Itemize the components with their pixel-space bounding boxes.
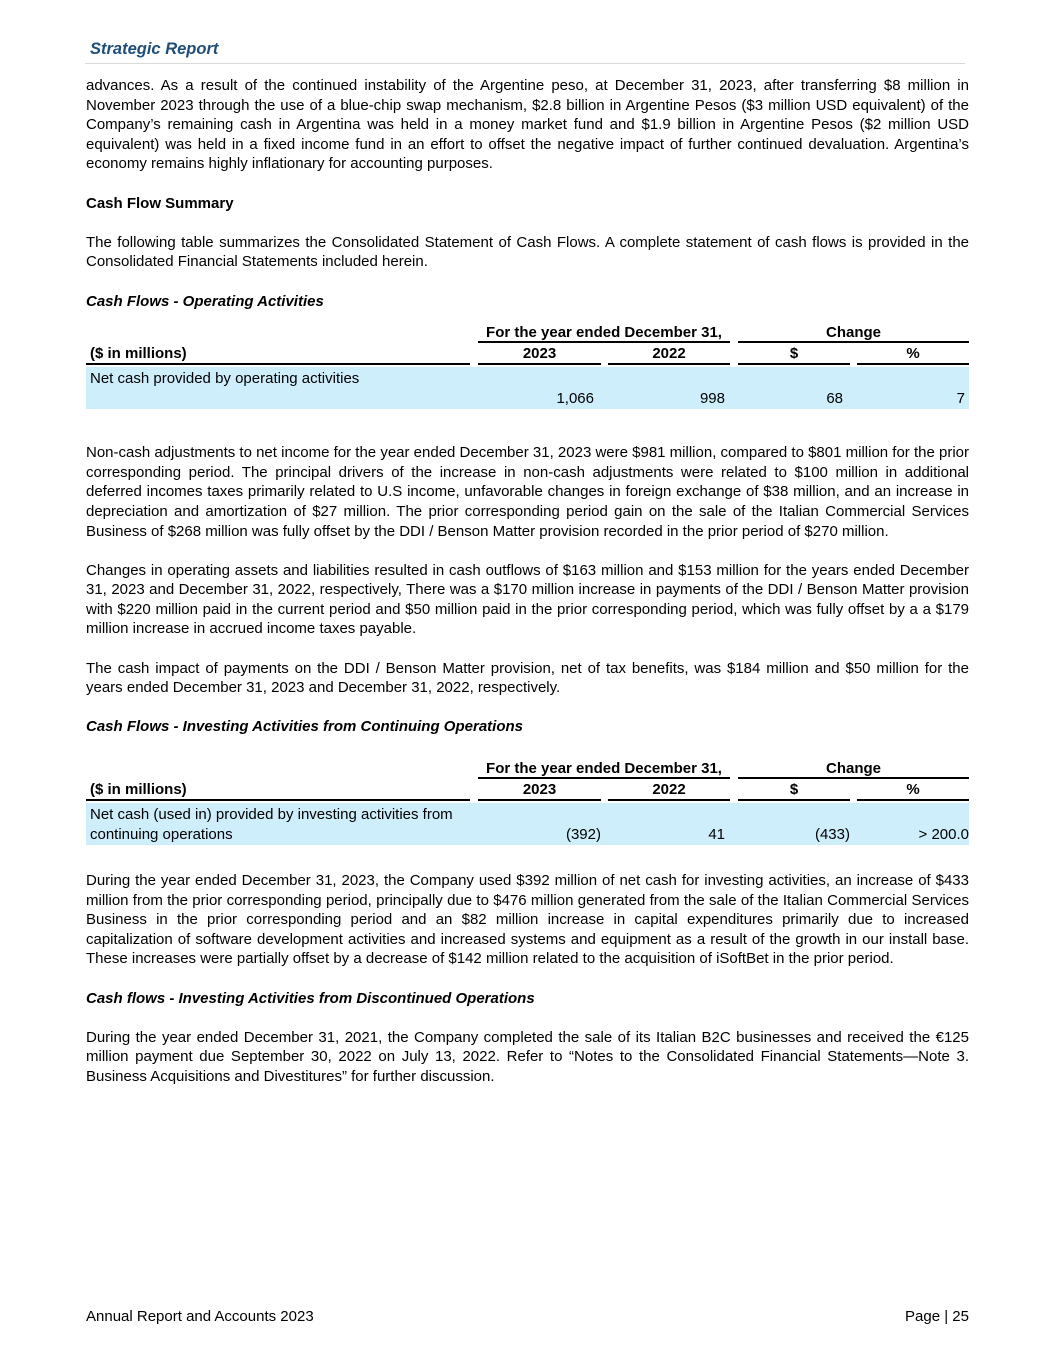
operating-table — [86, 323, 969, 409]
cash-flow-summary-text: The following table summarizes the Consolidated Statement of Cash Flows. A complete statement of cash flows is provided in the Consolidated Financial Statements included herein. — [86, 233, 969, 271]
investing-table-value-pct: > 200.0 — [918, 826, 969, 844]
operating-table-col-pct: % — [857, 343, 969, 365]
operating-table-col-label: ($ in millions) — [86, 343, 470, 365]
operating-paragraph-1: Non-cash adjustments to net income for the year ended December 31, 2023 were $981 million, compared to $801 million for the prior corresponding period. The principal drivers of the increase in non-cash adjustments were related to $100 million in additional deferred incomes taxes primarily related to U.S income, unfavorable changes in foreign exchange of $38 million, and an increase in depreciation and amortization of $27 million. The prior corresponding period gain on the sale of the Italian Commercial Services Business of $268 million was fully offset by the DDI / Benson Matter provision recorded in the prior period of $270 million. — [86, 444, 969, 540]
page-header — [85, 40, 965, 64]
investing-table-col-label: ($ in millions) — [86, 779, 470, 801]
investing-table-value-2023: (392) — [565, 826, 601, 844]
operating-table-value-pct: 7 — [956, 390, 965, 408]
investing-discontinued-paragraph: During the year ended December 31, 2021, the Company completed the sale of its Italian B2C businesses and received the €125 million payment due September 30, 2022 on July 13, 2022. Refer to “Notes to the Consolidated Financial Statements—Note 3. Business Acquisitions and Divestitures” for further discussion. — [86, 1028, 969, 1085]
investing-table-group-change: Change — [738, 759, 969, 779]
investing-table — [86, 759, 969, 845]
operating-table-group-year: For the year ended December 31, — [478, 323, 730, 343]
investing-table-col-pct: % — [857, 779, 969, 801]
intro-paragraph: advances. As a result of the continued instability of the Argentine peso, at December 31, 2023, after transferring $8 million in November 2023 through the use of a blue-chip swap mechanism, $2.8 billion in Argentine Pesos ($3 million USD equivalent) of the Company’s remaining cash in Argentina was held in a money market fund and $1.9 billion in Argentine Pesos ($2 million USD equivalent) was held in a fixed income fund in an effort to offset the negative impact of further continued devaluation. Argentina’s economy remains highly inflationary for accounting purposes. — [86, 77, 969, 173]
operating-table-value-2022: 998 — [699, 390, 725, 408]
investing-discontinued-heading: Cash flows - Investing Activities from Discontinued Operations — [86, 989, 535, 1007]
investing-table-col-2023: 2023 — [478, 779, 601, 801]
investing-table-group-year: For the year ended December 31, — [478, 759, 730, 779]
investing-table-col-2022: 2022 — [608, 779, 730, 801]
operating-table-col-2022: 2022 — [608, 343, 730, 365]
cash-flow-summary-heading: Cash Flow Summary — [86, 194, 234, 212]
operating-table-row-label: Net cash provided by operating activities — [90, 370, 360, 388]
investing-continuing-heading: Cash Flows - Investing Activities from Continuing Operations — [86, 718, 523, 736]
operating-paragraph-3: The cash impact of payments on the DDI / Benson Matter provision, net of tax benefits, was $184 million and $50 million for the years ended December 31, 2023 and December 31, 2022, respectively. — [86, 659, 969, 697]
footer-page-number: Page | 25 — [905, 1308, 969, 1325]
page-content — [86, 76, 969, 1087]
operating-table-value-dollar: 68 — [826, 390, 843, 408]
footer-report-name: Annual Report and Accounts 2023 — [86, 1308, 314, 1325]
section-title: Strategic Report — [90, 40, 219, 58]
operating-paragraph-2: Changes in operating assets and liabilities resulted in cash outflows of $163 million and $153 million for the years ended December 31, 2023 and December 31, 2022, respectively, There was a $170 million increase in payments of the DDI / Benson Matter provision with $220 million paid in the current period and $50 million paid in the prior corresponding period, which was fully offset by a a $179 million increase in accrued income taxes payable. — [86, 561, 969, 638]
operating-table-value-2023: 1,066 — [556, 390, 594, 408]
operating-heading: Cash Flows - Operating Activities — [86, 292, 324, 310]
investing-table-row-label: Net cash (used in) provided by investing activities from continuing operations — [90, 806, 453, 843]
investing-table-value-2022: 41 — [708, 826, 725, 844]
investing-table-col-dollar: $ — [738, 779, 850, 801]
investing-table-value-dollar: (433) — [814, 826, 850, 844]
operating-table-col-2023: 2023 — [478, 343, 601, 365]
operating-table-col-dollar: $ — [738, 343, 850, 365]
investing-continuing-paragraph: During the year ended December 31, 2023, the Company used $392 million of net cash for investing activities, an increase of $433 million from the prior corresponding period, principally due to $476 million generated from the sale of the Italian Commercial Services Business in the prior corresponding period and an $82 million increase in capital expenditures primarily due to increased capitalization of software development activities and increased systems and equipment as a result of the growth in our install base. These increases were partially offset by a decrease of $142 million related to the acquisition of iSoftBet in the prior period. — [86, 872, 969, 968]
operating-table-group-change: Change — [738, 323, 969, 343]
